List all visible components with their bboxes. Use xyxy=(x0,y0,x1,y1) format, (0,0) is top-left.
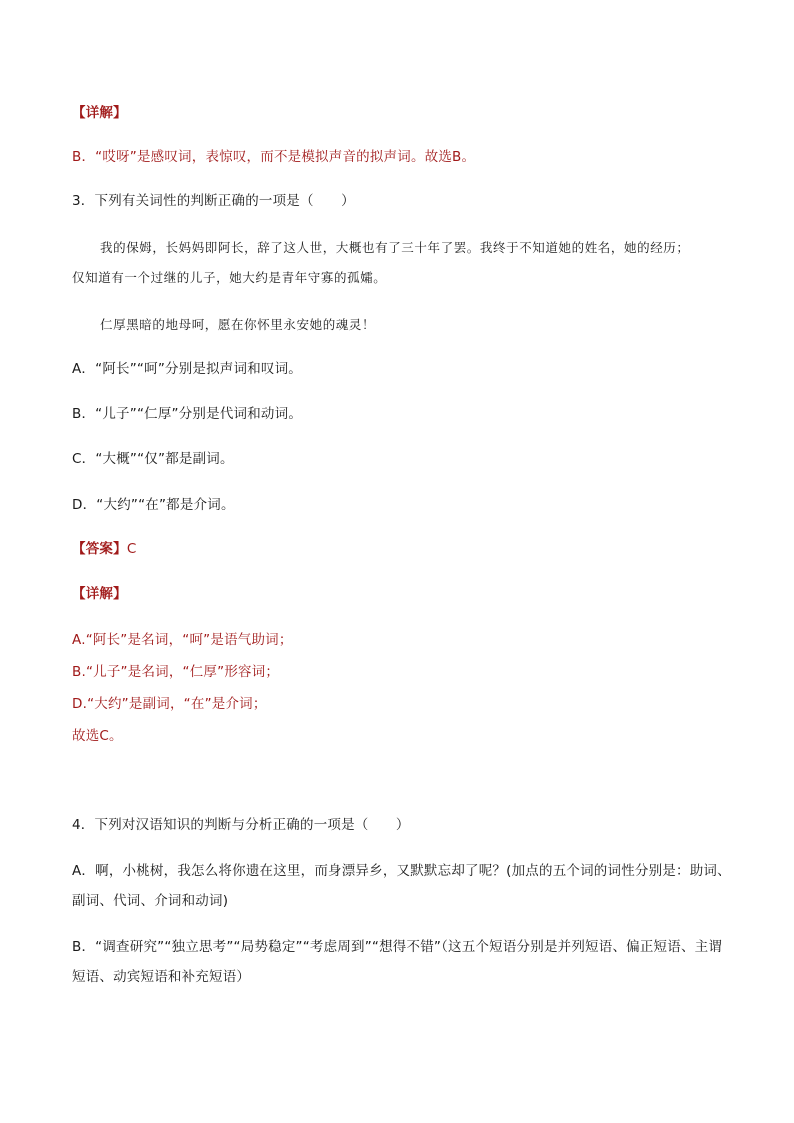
q3-option-a: A．“阿长”“呵”分别是拟声词和叹词。 xyxy=(72,361,303,377)
q3-answer-heading: 【答案】 xyxy=(72,541,127,557)
q3-analysis-conclusion: 故选C。 xyxy=(72,728,123,744)
q3-analysis-b: B.“儿子”是名词，“仁厚”形容词； xyxy=(72,664,280,680)
q3-question: 3．下列有关词性的判断正确的一项是（ ） xyxy=(72,193,355,209)
q3-option-c: C．“大概”“仅”都是副词。 xyxy=(72,451,234,467)
q3-option-d: D．“大约”“在”都是介词。 xyxy=(72,497,235,513)
q4-option-b: B．“调查研究”“独立思考”“局势稳定”“考虑周到”“想得不错”（这五个短语分别是并列短语、偏正短语、主谓短语、动宾短语和补充短语） xyxy=(72,939,723,985)
q3-passage-line3: 仁厚黑暗的地母呵，愿在你怀里永安她的魂灵！ xyxy=(100,317,376,332)
q3-analysis-a: A.“阿长”是名词，“呵”是语气助词； xyxy=(72,632,293,648)
prev-analysis-text: B．“哎呀”是感叹词，表惊叹，而不是模拟声音的拟声词。故选B。 xyxy=(72,149,476,165)
q3-passage-line1: 我的保姆，长妈妈即阿长，辞了这人世，大概也有了三十年了罢。我终于不知道她的姓名，她的经历； xyxy=(100,240,690,255)
q4-option-a: A．啊，小桃树，我怎么将你遗在这里，而身漂异乡，又默默忘却了呢？(加点的五个词的词性分别是：助词、副词、代词、介词和动词) xyxy=(72,863,731,909)
prev-analysis-heading: 【详解】 xyxy=(72,105,127,121)
q3-option-b: B．“儿子”“仁厚”分别是代词和动词。 xyxy=(72,406,303,422)
q3-answer-value: C xyxy=(126,541,137,557)
q3-analysis-d: D.“大约”是副词，“在”是介词； xyxy=(72,696,267,712)
q3-analysis-heading: 【详解】 xyxy=(72,586,127,602)
q4-question: 4．下列对汉语知识的判断与分析正确的一项是（ ） xyxy=(72,817,410,833)
q3-passage-line2: 仅知道有一个过继的儿子，她大约是青年守寡的孤孀。 xyxy=(72,270,387,285)
q3-answer xyxy=(72,540,136,558)
